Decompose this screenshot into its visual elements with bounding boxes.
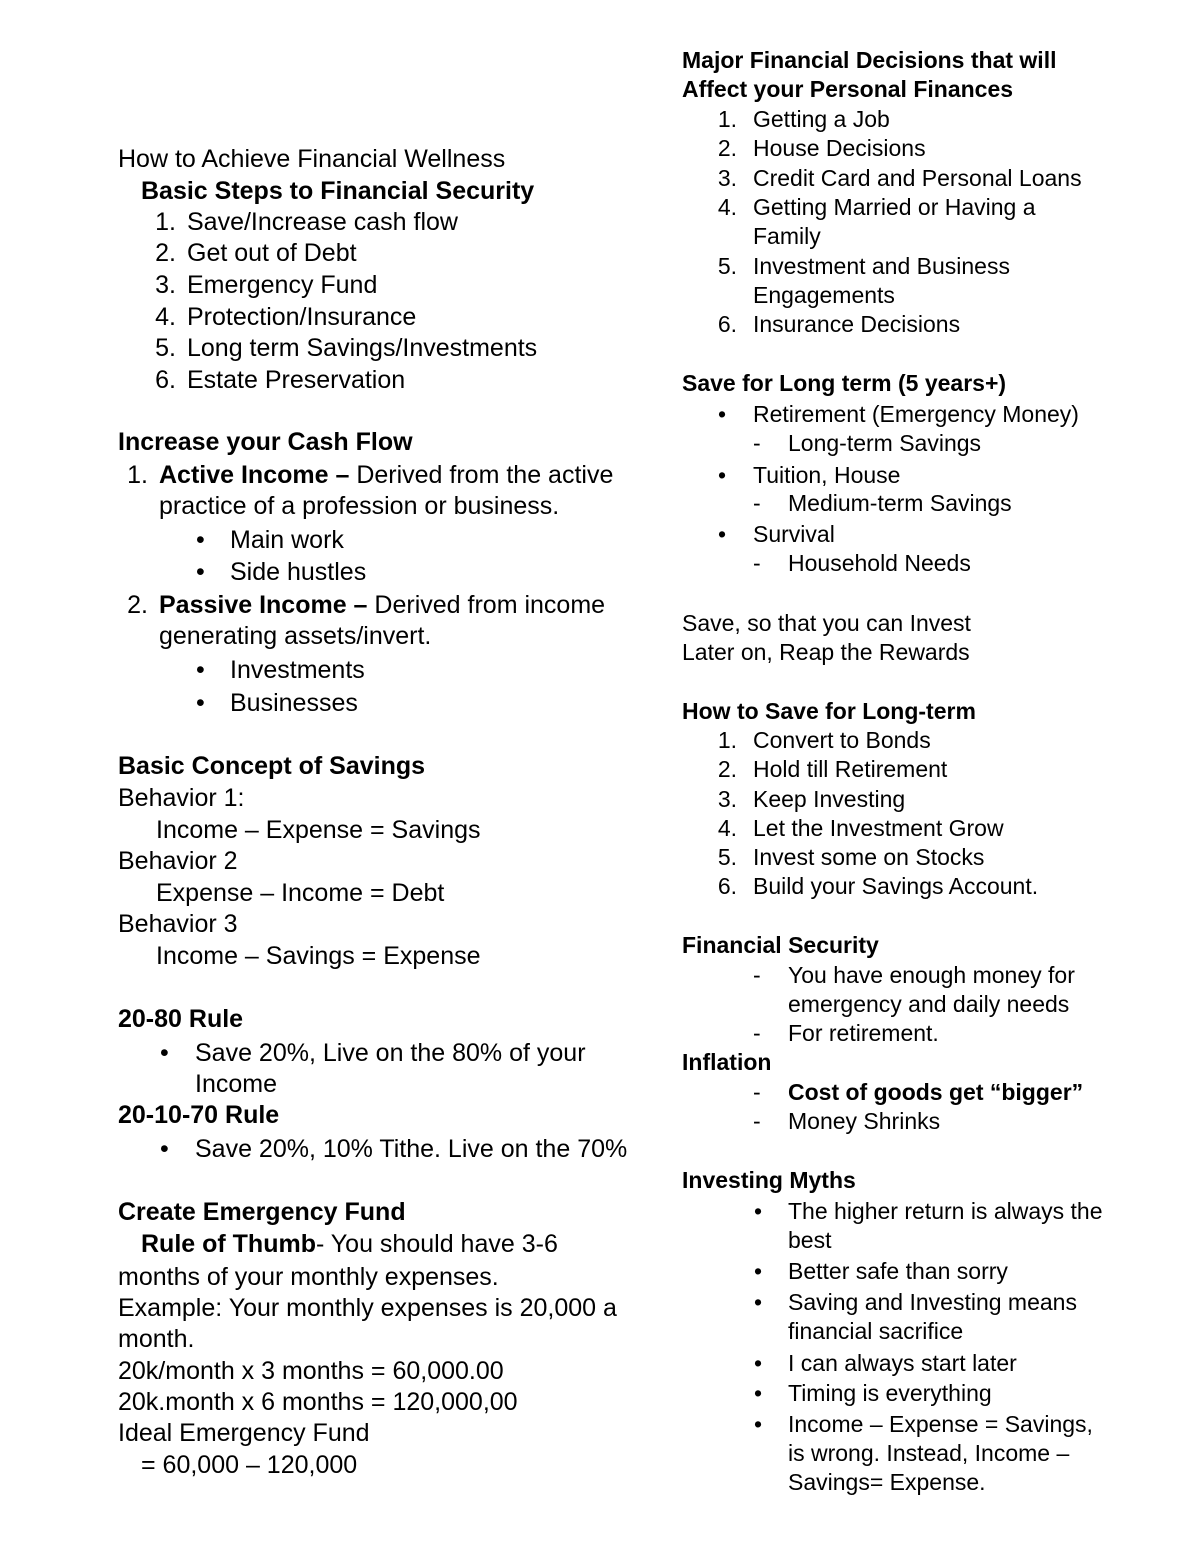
rule-20-80-heading: 20-80 Rule — [118, 1005, 244, 1033]
behavior-3-label: Behavior 3 — [118, 910, 238, 938]
list-item: • Income – Expense = Savings, — [754, 1411, 1093, 1437]
sub-item: - Household Needs — [753, 550, 971, 576]
list-item-cont: best — [788, 1227, 832, 1253]
list-item: • The higher return is always the — [754, 1198, 1103, 1224]
list-item: • Businesses — [196, 689, 358, 717]
sub-item: - Money Shrinks — [753, 1108, 941, 1134]
emergency-heading: Create Emergency Fund — [118, 1198, 406, 1226]
list-item: 2. Get out of Debt — [155, 239, 357, 267]
list-item: 6. Build your Savings Account. — [717, 873, 1039, 899]
list-item: • Better safe than sorry — [754, 1258, 1008, 1284]
list-item: 3. Keep Investing — [717, 786, 906, 812]
list-item: 5. Investment and Business — [717, 253, 1010, 279]
list-item: • Save 20%, 10% Tithe. Live on the 70% — [160, 1135, 628, 1163]
list-item: • Retirement (Emergency Money) — [718, 401, 1079, 427]
passive-income-item: 2. Passive Income – Derived from income — [127, 591, 606, 619]
active-income-item: 1. Active Income – Derived from the active — [127, 461, 614, 489]
list-item: 6. Estate Preservation — [155, 366, 406, 394]
behavior-1-label: Behavior 1: — [118, 784, 245, 812]
list-item: • Main work — [196, 526, 344, 554]
document-title: How to Achieve Financial Wellness — [118, 145, 506, 173]
howto-heading: How to Save for Long-term — [682, 698, 976, 724]
list-item-cont: financial sacrifice — [788, 1318, 964, 1344]
list-item: 4. Protection/Insurance — [155, 303, 417, 331]
motto-line: Later on, Reap the Rewards — [682, 639, 970, 665]
list-item: 1. Save/Increase cash flow — [155, 208, 458, 236]
list-item-cont: Savings= Expense. — [788, 1469, 986, 1495]
passive-income-text-cont: generating assets/invert. — [159, 622, 432, 650]
list-item: 3. Emergency Fund — [155, 271, 378, 299]
list-item: • Timing is everything — [754, 1380, 992, 1406]
steps-heading: Basic Steps to Financial Security — [141, 177, 535, 205]
rule-of-thumb — [141, 1232, 558, 1257]
passive-income-text: Derived from income — [374, 591, 606, 619]
list-item: 2. House Decisions — [717, 135, 926, 161]
emergency-line: 20k.month x 6 months = 120,000,00 — [118, 1388, 518, 1416]
list-item: 4. Let the Investment Grow — [717, 815, 1004, 841]
emergency-line: 20k/month x 3 months = 60,000.00 — [118, 1357, 504, 1385]
passive-income-label: Passive Income – — [159, 591, 368, 619]
behavior-3-equation: Income – Savings = Expense — [156, 942, 481, 970]
myths-heading: Investing Myths — [682, 1167, 856, 1193]
list-item: • Tuition, House — [718, 462, 901, 488]
sub-item: - For retirement. — [753, 1020, 939, 1046]
list-item-cont: Income — [195, 1070, 277, 1098]
list-item: 6. Insurance Decisions — [717, 311, 961, 337]
security-heading: Financial Security — [682, 932, 879, 958]
list-item: 1. Getting a Job — [717, 106, 890, 132]
list-item: 1. Convert to Bonds — [717, 727, 931, 753]
savings-heading: Basic Concept of Savings — [118, 752, 426, 780]
list-item: 5. Long term Savings/Investments — [155, 334, 538, 362]
emergency-line: Ideal Emergency Fund — [118, 1419, 370, 1447]
rule-of-thumb-label: Rule of Thumb — [141, 1230, 316, 1258]
list-item-cont: Engagements — [753, 282, 895, 308]
behavior-2-equation: Expense – Income = Debt — [156, 879, 445, 907]
active-income-text: Derived from the active — [356, 461, 614, 489]
active-income-label: Active Income – — [159, 461, 350, 489]
sub-item: - Medium-term Savings — [753, 490, 1012, 516]
list-item-cont: Family — [753, 223, 821, 249]
emergency-line: = 60,000 – 120,000 — [141, 1451, 358, 1479]
list-item: 5. Invest some on Stocks — [717, 844, 985, 870]
sub-item: - Cost of goods get “bigger” — [753, 1079, 1084, 1105]
sub-item: - You have enough money for — [753, 962, 1075, 988]
emergency-line: month. — [118, 1325, 195, 1353]
list-item: • Save 20%, Live on the 80% of your — [160, 1039, 586, 1067]
emergency-line: Example: Your monthly expenses is 20,000 a — [118, 1294, 617, 1322]
behavior-1-equation: Income – Expense = Savings — [156, 816, 481, 844]
decisions-heading: Major Financial Decisions that will — [682, 47, 1057, 73]
list-item-cont: is wrong. Instead, Income – — [788, 1440, 1070, 1466]
list-item: • Investments — [196, 656, 365, 684]
behavior-2-label: Behavior 2 — [118, 847, 238, 875]
rule-of-thumb-text: - You should have 3-6 — [315, 1230, 558, 1258]
rule-20-10-70-heading: 20-10-70 Rule — [118, 1101, 280, 1129]
list-item: • I can always start later — [754, 1350, 1017, 1376]
list-item: • Survival — [718, 521, 835, 547]
list-item: • Side hustles — [196, 558, 367, 586]
list-item: 4. Getting Married or Having a — [717, 194, 1036, 220]
list-item: • Saving and Investing means — [754, 1289, 1077, 1315]
list-item: 3. Credit Card and Personal Loans — [717, 165, 1082, 191]
decisions-heading-cont: Affect your Personal Finances — [682, 76, 1014, 102]
longterm-heading: Save for Long term (5 years+) — [682, 370, 1007, 396]
cashflow-heading: Increase your Cash Flow — [118, 428, 413, 456]
sub-item-cont: emergency and daily needs — [788, 991, 1070, 1017]
emergency-line: months of your monthly expenses. — [118, 1263, 499, 1291]
inflation-heading: Inflation — [682, 1049, 772, 1075]
motto-line: Save, so that you can Invest — [682, 610, 971, 636]
sub-item: - Long-term Savings — [753, 430, 982, 456]
list-item: 2. Hold till Retirement — [717, 756, 948, 782]
active-income-text-cont: practice of a profession or business. — [159, 492, 560, 520]
